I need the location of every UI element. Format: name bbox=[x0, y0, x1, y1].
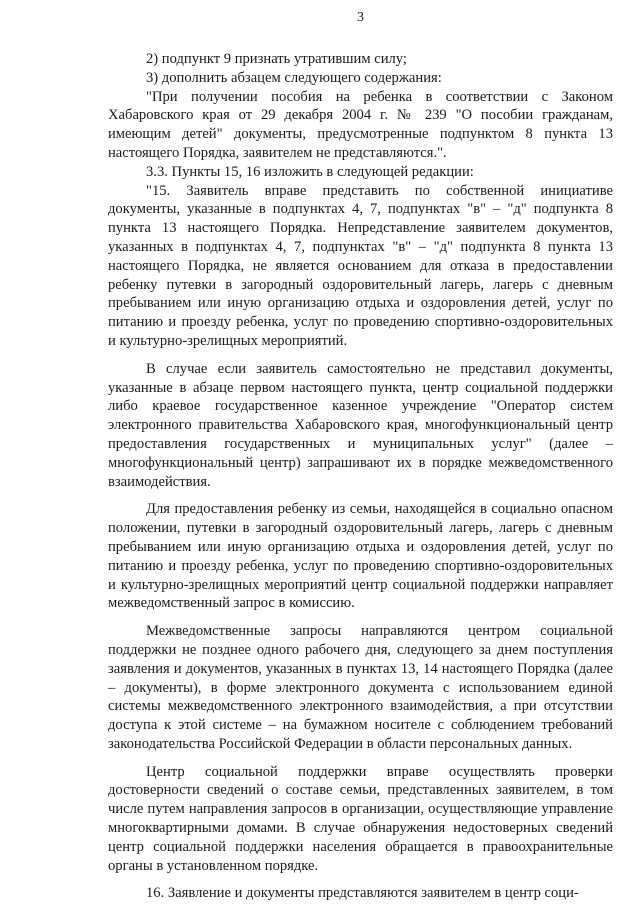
paragraph-3-3: 3.3. Пункты 15, 16 изложить в следующей редакции: bbox=[146, 163, 474, 180]
paragraph-risk-family: Для предоставления ребенку из семьи, находящейся в социально опасном положении, путевки в загородный оздоровительный лагерь, лагерь с дневным пребыванием или иную организацию отдыха и оздоровления детей, услуг по питанию и проезду ребенка, услуг по проведению спортивно-оздоровительных и культурно-зрелищных мероприятий центр социальной поддержки направляет межведомственный запрос в комиссию. bbox=[108, 501, 613, 612]
document-page bbox=[108, 0, 613, 905]
document-body bbox=[108, 50, 613, 903]
paragraph-interagency-request: В случае если заявитель самостоятельно не представил документы, указанные в абзаце первом настоящего пункта, центр социальной поддержки либо краевое государственное казенное учреждение "Оператор систем электронного правительства Хабаровского края, многофункциональный центр предоставления государственных и муниципальных услуг" (далее – многофункциональный центр) запрашивают их в порядке межведомственного взаимодействия. bbox=[108, 360, 613, 490]
paragraph-item-16: 16. Заявление и документы представляются заявителем в центр соци- bbox=[146, 885, 579, 902]
paragraph-quoted-insertion: "При получении пособия на ребенка в соответствии с Законом Хабаровского края от 29 декабря 2004 г. № 239 "О пособии гражданам, имеющим детей" документы, предусмотренные подпунктом 8 пункта 13 настоящего Порядка, заявителем не представляются.". bbox=[108, 88, 613, 161]
paragraph-verification: Центр социальной поддержки вправе осуществлять проверки достоверности сведений о составе семьи, представленных заявителем, в том числе путем направления запросов в организации, осуществляющие управление многоквартирными домами. В случае обнаружения недостоверных сведений центр социальной поддержки населения обращается в правоохранительные органы в установленном порядке. bbox=[108, 763, 613, 874]
page-number: 3 bbox=[357, 10, 364, 25]
paragraph-add-abzac: 3) дополнить абзацем следующего содержания: bbox=[146, 69, 442, 86]
paragraph-subitem-9: 2) подпункт 9 признать утратившим силу; bbox=[146, 51, 407, 67]
paragraph-item-15: "15. Заявитель вправе представить по собственной инициативе документы, указанные в подпунктах 4, 7, подпунктах "в" – "д" подпункта 8 пункта 13 настоящего Порядка. Непредставление заявителем документов, указанных в подпунктах 4, 7, подпунктах "в" – "д" подпункта 8 пункта 13 настоящего Порядка, не является основанием для отказа в предоставлении ребенку путевки в загородный оздоровительный лагерь, лагерь с дневным пребыванием или иную организацию отдыха и оздоровления детей, услуг по питанию и проезду ребенка, услуг по проведению спортивно-оздоровительных и культурно-зрелищных мероприятий. bbox=[108, 182, 613, 349]
paragraph-request-timing: Межведомственные запросы направляются центром социальной поддержки не позднее одного рабочего дня, следующего за днем поступления заявления и документов, указанных в пунктах 13, 14 настоящего Порядка (далее – документы), в форме электронного документа с использованием единой системы межведомственного электронного взаимодействия, а при отсутствии доступа к этой системе – на бумажном носителе с соблюдением требований законодательства Российской Федерации в области персональных данных. bbox=[108, 623, 613, 752]
